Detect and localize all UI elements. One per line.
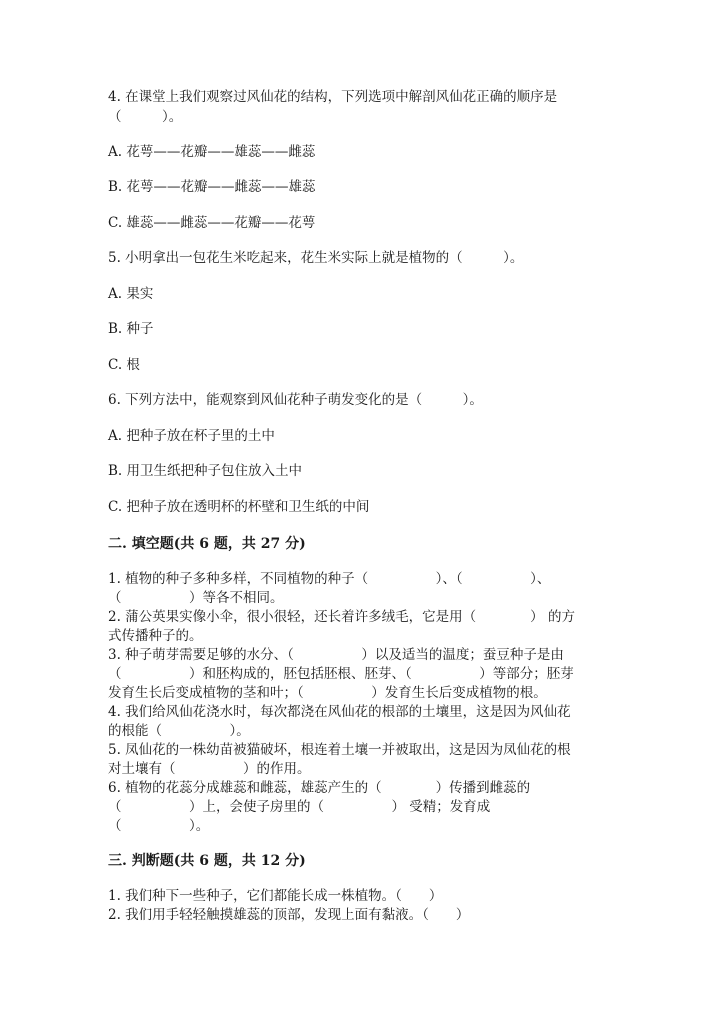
fill-blank-line: （ ）等各不相同。 [108, 590, 284, 606]
fill-blank-line: 的根能（ ）。 [108, 723, 250, 739]
question-5-option-b: B. 种子 [108, 321, 154, 337]
fill-blank-line: 式传播种子的。 [108, 628, 203, 644]
question-4-option-a: A. 花萼——花瓣——雄蕊——雌蕊 [108, 144, 316, 160]
fill-blank-line: （ ）上，会使子房里的（ ） 受精；发育成 [108, 799, 491, 815]
question-4-option-c: C. 雄蕊——雌蕊——花瓣——花萼 [108, 215, 316, 231]
fill-blank-line: 6. 植物的花蕊分成雄蕊和雌蕊，雄蕊产生的（ ）传播到雌蕊的 [108, 780, 531, 796]
question-6-option-c: C. 把种子放在透明杯的杯壁和卫生纸的中间 [108, 499, 370, 515]
question-4-option-b: B. 花萼——花瓣——雌蕊——雄蕊 [108, 179, 316, 195]
judgment-line: 1. 我们种下一些种子，它们都能长成一株植物。（ ） [108, 888, 443, 904]
fill-blank-heading: 二. 填空题(共 6 题，共 27 分) [108, 536, 306, 552]
fill-blank-line: 发育生长后变成植物的茎和叶；（ ）发育生长后变成植物的根。 [108, 685, 547, 701]
judgment-line: 2. 我们用手轻轻触摸雄蕊的顶部，发现上面有黏液。（ ） [108, 907, 470, 923]
question-6-stem: 6. 下列方法中，能观察到风仙花种子萌发变化的是（ ）。 [108, 392, 483, 408]
fill-blank-line: 5. 凤仙花的一株幼苗被猫破坏，根连着土壤一并被取出，这是因为凤仙花的根 [108, 742, 571, 758]
question-5-stem: 5. 小明拿出一包花生米吃起来，花生米实际上就是植物的（ ）。 [108, 250, 524, 266]
question-4-stem-line-1: 4. 在课堂上我们观察过风仙花的结构，下列选项中解剖风仙花正确的顺序是 [108, 89, 558, 105]
fill-blank-line: 3. 种子萌芽需要足够的水分、（ ）以及适当的温度；蚕豆种子是由 [108, 647, 564, 663]
question-4-stem-line-2: （ ）。 [108, 109, 183, 125]
fill-blank-line: 4. 我们给风仙花浇水时，每次都浇在风仙花的根部的土壤里，这是因为风仙花 [108, 704, 571, 720]
question-6-option-a: A. 把种子放在杯子里的土中 [108, 428, 275, 444]
fill-blank-line: 1. 植物的种子多种多样，不同植物的种子（ ）、（ ）、 [108, 571, 551, 587]
fill-blank-line: 对土壤有（ ）的作用。 [108, 761, 311, 777]
fill-blank-line: （ ）。 [108, 818, 210, 834]
question-5-option-a: A. 果实 [108, 286, 154, 302]
question-6-option-b: B. 用卫生纸把种子包住放入土中 [108, 463, 303, 479]
fill-blank-line: （ ）和胚构成的，胚包括胚根、胚芽、（ ）等部分；胚芽 [108, 666, 574, 682]
fill-blank-line: 2. 蒲公英果实像小伞，很小很轻，还长着许多绒毛，它是用（ ） 的方 [108, 609, 575, 625]
question-5-option-c: C. 根 [108, 357, 140, 373]
judgment-heading: 三. 判断题(共 6 题，共 12 分) [108, 853, 306, 869]
